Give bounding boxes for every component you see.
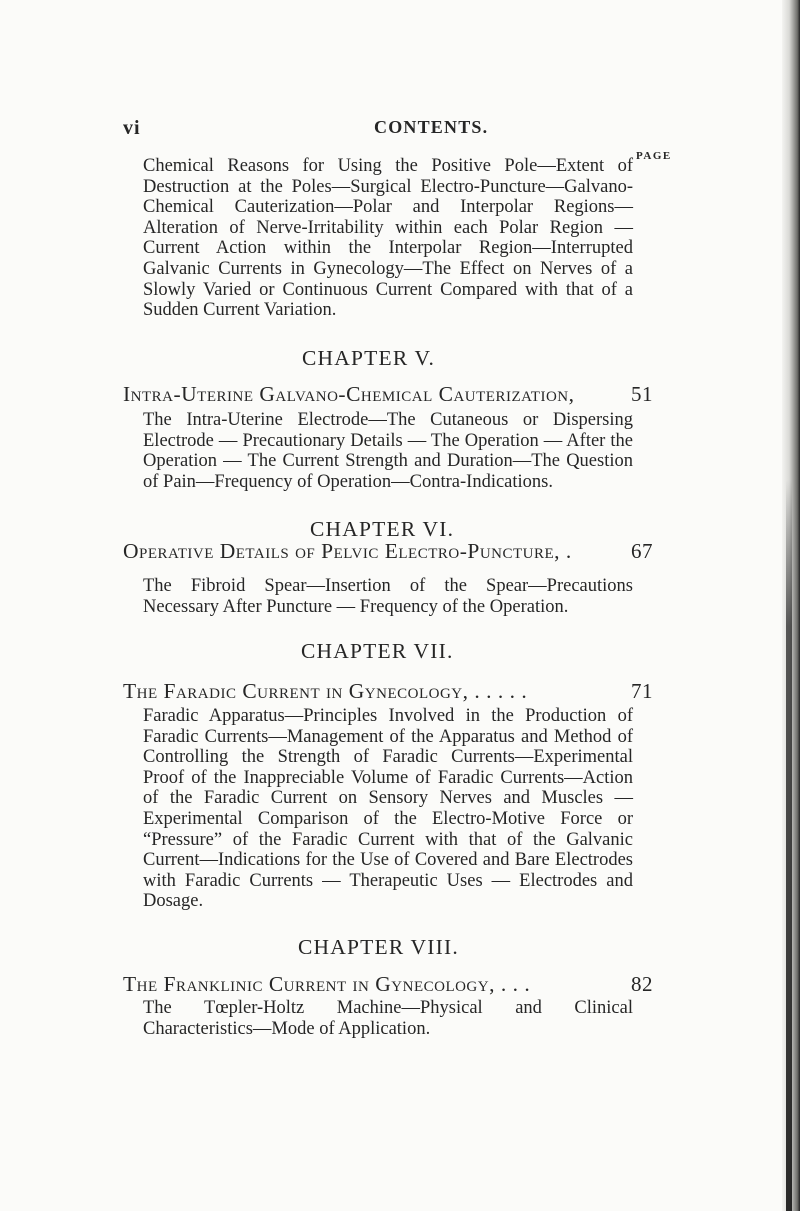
page-binding-edge [786,480,792,1211]
chapter-summary: The Fibroid Spear—Insertion of the Spear—Precautions Necessary After Puncture — Frequency of the Operation. [143,576,633,617]
chapter-title: The Franklinic Current in Gynecology, . . . [123,972,531,996]
page-column-label: PAGE [636,150,672,162]
chapter-page: 71 [631,679,653,703]
chapter-summary: Faradic Apparatus—Principles Involved in the Production of Faradic Currents—Management of the Apparatus and Method of Controlling the Strength of Faradic Currents—Experimental Proof of the Inappreciable Volume of Faradic Currents—Action of the Faradic Current on Sensory Nerves and Muscles —Experimental Comparison of the Electro-Motive Force or “Pressure” of the Faradic Current with that of the Galvanic Current—Indications for the Use of Covered and Bare Electrodes with Faradic Currents — Therapeutic Uses — Electrodes and Dosage. [143,706,633,912]
continuation-summary: Chemical Reasons for Using the Positive Pole—Extent of Destruction at the Poles—Surgical Electro-Puncture—Galvano-Chemical Cauterization—Polar and Interpolar Regions—Alteration of Nerve-Irritability within each Polar Region — Current Action within the Interpolar Region—Interrupted Galvanic Currents in Gynecology—The Effect on Nerves of a Slowly Varied or Continuous Current Compared with that of a Sudden Current Variation. [143,156,633,321]
chapter-title: The Faradic Current in Gynecology, . . . . . [123,679,528,703]
chapter-heading [123,539,653,564]
chapter-number: CHAPTER VIII. [298,935,459,959]
chapter-page: 51 [631,382,653,406]
chapter-title: Intra-Uterine Galvano-Chemical Cauterization, [123,382,575,406]
chapter-heading [123,972,653,997]
chapter-page: 67 [631,539,653,563]
chapter-page: 82 [631,972,653,996]
chapter-number: CHAPTER VI. [310,517,455,541]
chapter-summary: The Intra-Uterine Electrode—The Cutaneous or Dispersing Electrode — Precautionary Details — The Operation — After the Operation — The Current Strength and Duration—The Question of Pain—Frequency of Operation—Contra-Indications. [143,410,633,492]
chapter-number: CHAPTER VII. [301,639,454,663]
chapter-number: CHAPTER V. [302,346,436,370]
chapter-summary: The Tœpler-Holtz Machine—Physical and Clinical Characteristics—Mode of Application. [143,998,633,1039]
chapter-heading [123,382,653,407]
page-number: vi [123,117,141,139]
running-title: CONTENTS. [374,117,489,137]
chapter-heading [123,679,653,704]
page-header [123,117,643,141]
chapter-title: Operative Details of Pelvic Electro-Puncture, . [123,539,572,563]
